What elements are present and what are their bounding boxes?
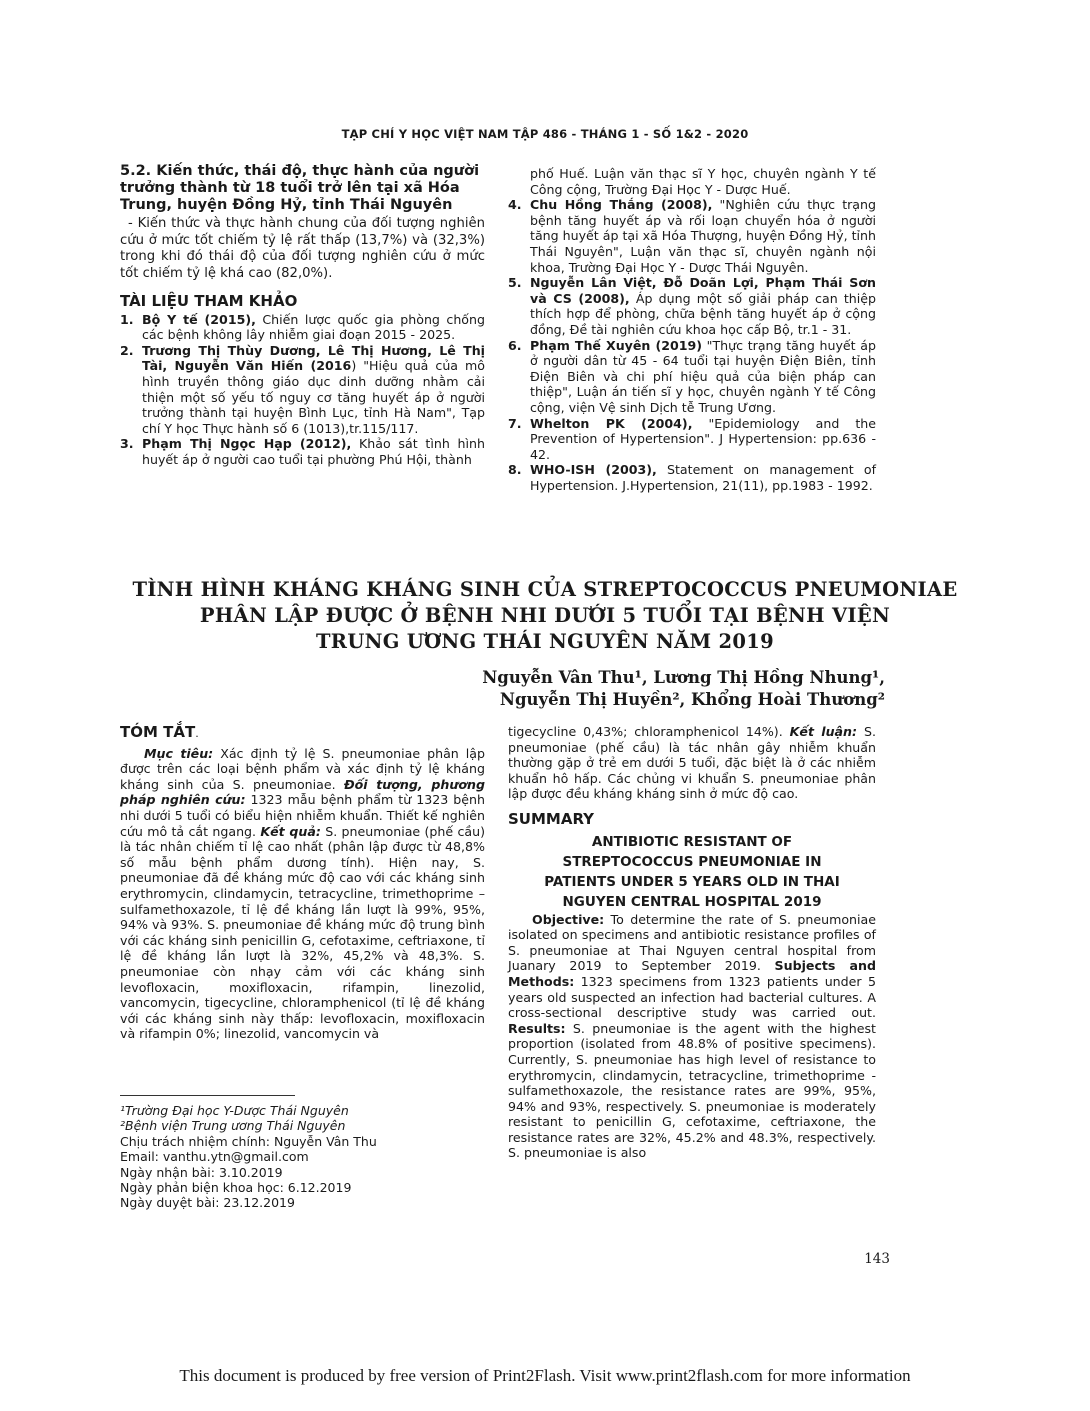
reference-item: [508, 197, 876, 275]
article-title-line: TÌNH HÌNH KHÁNG KHÁNG SINH CỦA STREPTOCOCCUS PNEUMONIAE: [132, 578, 958, 601]
running-header: TẠP CHÍ Y HỌC VIỆT NAM TẬP 486 - THÁNG 1 - SỐ 1&2 - 2020: [341, 127, 749, 141]
reference-item: [508, 338, 876, 416]
reference-item: [508, 275, 876, 337]
section-text: - Kiến thức và thực hành chung của đối tượng nghiên cứu ở mức tốt chiếm tỷ lệ rất thấp (13,7%) và (32,3%) trong khi đó thái độ của đối tượng nghiên cứu ở mức tốt chiếm tỷ lệ khá cao (82,0%).: [120, 216, 485, 281]
conclusion-label: Kết luận:: [789, 724, 858, 739]
summary-title-line: ANTIBIOTIC RESISTANT OF: [591, 833, 793, 850]
affiliation-2: ²Bệnh viện Trung ương Thái Nguyên: [120, 1118, 346, 1134]
footnote-divider: [120, 1095, 295, 1096]
summary-body: [508, 912, 876, 1162]
date-accepted: Ngày duyệt bài: 23.12.2019: [120, 1195, 295, 1211]
email: Email: vanthu.ytn@gmail.com: [120, 1149, 309, 1165]
summary-title-line: STREPTOCOCCUS PNEUMONIAE IN: [562, 853, 822, 870]
abstract-continuation: [508, 724, 876, 802]
reference-authors: Phạm Thị Ngọc Hạp (2012),: [142, 436, 352, 452]
reference-number: 4.: [508, 197, 522, 213]
reference-continuation: phố Huế. Luận văn thạc sĩ Y học, chuyên ngành Y tế Công cộng, Trường Đại Học Y - Dược Huế.: [530, 166, 876, 197]
reference-number: 1.: [120, 311, 134, 327]
objective-label: Mục tiêu:: [144, 745, 214, 761]
reference-text: Áp dụng một số giải pháp can thiệp thích hợp để phòng, chữa bệnh tăng huyết áp ở cộng đồng, Đề tài nghiên cứu khoa học cấp Bộ, tr.1 - 31.: [530, 290, 877, 337]
authors: [482, 667, 885, 711]
reference-text: "Nghiên cứu thực trạng bệnh tăng huyết áp và rối loạn chuyển hóa ở người tăng huyết áp tại xã Hóa Thượng, huyện Đồng Hỷ, tỉnh Thái Nguyên", Luận văn thạc sĩ, chuyên ngành nội khoa, Trường Đại Học Y - Dược Thái Nguyên.: [530, 197, 877, 275]
corresponding-author: Chịu trách nhiệm chính: Nguyễn Vân Thu: [120, 1133, 377, 1149]
summary-results-text: S. pneumoniae is the agent with the highest proportion (isolated from 48.8% of positive specimens). Currently, S. pneumoniae has high level of resistance to erythromycin, clindamycin, tetracycline, trimethoprime - sulfamethoxazole, the resistance rates are 99%, 95%, 94% and 93%, respectively. S. pneumoniae is moderately resistant to penicillin G, cefotaxime, ceftriaxone, the resistance rates are 32%, 45.2% and 48.3%, respectively. S. pneumoniae is also: [508, 1020, 876, 1161]
reference-authors: WHO-ISH (2003),: [530, 462, 657, 478]
reference-number: 3.: [120, 436, 134, 452]
summary-heading: SUMMARY: [508, 809, 595, 828]
summary-title-line: PATIENTS UNDER 5 YEARS OLD IN THAI: [544, 873, 840, 890]
reference-authors: Trương Thị Thùy Dương, Lê Thị Hương, Lê Thị Tài, Nguyễn Văn Hiến (2016: [142, 342, 485, 374]
reference-number: 8.: [508, 462, 522, 478]
reference-number: 6.: [508, 337, 522, 353]
summary-title: [508, 832, 876, 912]
section-title: 5.2. Kiến thức, thái độ, thực hành của người trưởng thành từ 18 tuổi trở lên tại xã Hóa Trung, huyện Đồng Hỷ, tỉnh Thái Nguyên: [120, 163, 480, 213]
objective-text: Xác định tỷ lệ S. pneumoniae phân lập được trên các loại bệnh phẩm và xác định tỷ lệ kháng kháng sinh của S. pneumoniae.: [120, 745, 485, 792]
reference-number: 2.: [120, 342, 134, 358]
reference-item: [120, 343, 485, 437]
reference-authors: Whelton PK (2004),: [530, 415, 693, 431]
article-title: [0, 577, 1090, 655]
methods-label: Đối tượng, phương pháp nghiên cứu:: [120, 776, 485, 808]
reference-authors: Bộ Y tế (2015),: [142, 311, 256, 327]
reference-text: Chiến lược quốc gia phòng chống các bệnh không lây nhiễm giai đoạn 2015 - 2025.: [142, 311, 485, 343]
article-title-line: TRUNG ƯƠNG THÁI NGUYÊN NĂM 2019: [316, 630, 774, 653]
reference-number: 7.: [508, 415, 522, 431]
reference-item: [120, 436, 485, 467]
reference-item: [508, 416, 876, 463]
reference-item: [508, 462, 876, 493]
abstract-vi: [120, 725, 485, 1042]
date-reviewed: Ngày phản biện khoa học: 6.12.2019: [120, 1180, 352, 1196]
article-title-line: PHÂN LẬP ĐƯỢC Ở BỆNH NHI DƯỚI 5 TUỔI TẠI BỆNH VIỆN: [199, 604, 891, 627]
authors-line: Nguyễn Thị Huyền², Khổng Hoài Thương²: [499, 690, 885, 709]
right-bottom-column: [508, 724, 876, 1161]
reference-number: 5.: [508, 275, 522, 291]
reference-authors: Phạm Thế Xuyên (2019): [530, 337, 703, 353]
reference-text: "Thực trạng tăng huyết áp ở người dân từ 45 - 64 tuổi tại huyện Điện Biên, tỉnh Điện Biên và chi phí hiệu quả của biện pháp can thiệp", Luận án tiến sĩ y học, chuyên ngành Y tế Công cộng, viện Vệ sinh Dịch tễ Trung Ương.: [530, 337, 876, 415]
abstract-continuation-text: tigecycline 0,43%; chloramphenicol 14%).: [508, 724, 783, 739]
reference-text: "Epidemiology and the Prevention of Hypertension". J Hypertension: pp.636 - 42.: [530, 415, 876, 462]
authors-line: Nguyễn Vân Thu¹, Lương Thị Hồng Nhung¹,: [482, 668, 885, 687]
right-top-column: [508, 166, 876, 493]
results-text: S. pneumoniae (phế cầu) là tác nhân chiếm tỉ lệ cao nhất (phân lập được từ 48,8% số mẫu bệnh phẩm dương tính). Hiện nay, S. pneumoniae đã đề kháng mức độ cao với các kháng sinh erythromycin, clindamycin, tetracycline, trimethoprime – sulfamethoxazole, tỉ lệ đề kháng lần lượt là 99%, 95%, 94% và 93%. S. pneumoniae đề kháng mức độ trung bình với các kháng sinh penicillin G, cefotaxime, ceftriaxone, tỉ lệ đề kháng lần lượt là 32%, 45,2% và 48,3%. S. pneumoniae còn nhạy cảm với các kháng sinh levofloxacin, moxifloxacin, rifampin, linezolid, vancomycin, tigecycline, chloramphenicol (tỉ lệ đề kháng với các kháng sinh này thấp: levofloxacin, moxifloxacin và rifampin 0%; linezolid, vancomycin và: [120, 823, 485, 1042]
summary-objective-label: Objective:: [532, 911, 605, 927]
reference-authors: Nguyễn Lân Việt, Đỗ Doãn Lợi, Phạm Thái Sơn và CS (2008),: [530, 275, 876, 306]
conclusion-text: S. pneumoniae (phế cầu) là tác nhân gây nhiễm khuẩn thường gặp ở trẻ em dưới 5 tuổi, đặc biệt là ở các nhiễm khuẩn hô hấp. Các chủng vi khuẩn S. pneumoniae phân lập được đều kháng kháng sinh ở mức độ cao.: [508, 724, 876, 802]
summary-methods-label: Subjects and Methods:: [508, 958, 876, 989]
print2flash-footer: This document is produced by free version of Print2Flash. Visit www.print2flash.com for more information: [179, 1366, 911, 1385]
left-top-column: [120, 163, 485, 468]
affiliation-1: ¹Trường Đại học Y-Dược Thái Nguyên: [120, 1103, 349, 1118]
page-number: 143: [864, 1251, 890, 1267]
reference-text: Statement on management of Hypertension. J.Hypertension, 21(11), pp.1983 - 1992.: [530, 462, 876, 493]
summary-methods-text: 1323 specimens from 1323 patients under 5 years old suspected an infection had bacterial cultures. A cross-sectional descriptive study was carried out.: [508, 973, 876, 1021]
abstract-body: [120, 746, 485, 1042]
date-received: Ngày nhận bài: 3.10.2019: [120, 1164, 283, 1180]
footnotes: [120, 1103, 485, 1211]
summary-objective-text: To determine the rate of S. pneumoniae isolated on specimens and antibiotic resistance profiles of S. pneumoniae at Thai Nguyen central hospital from Juanary 2019 to September 2019.: [508, 911, 876, 974]
abstract-heading: TÓM TẮT.: [120, 723, 199, 741]
methods-text: 1323 mẫu bệnh phẩm từ 1323 bệnh nhi dưới 5 tuổi có biểu hiện nhiễm khuẩn. Thiết kế nghiên cứu mô tả cắt ngang.: [120, 792, 485, 839]
reference-text: Khảo sát tình hình huyết áp ở người cao tuổi tại phường Phú Hội, thành: [142, 436, 485, 467]
summary-results-label: Results:: [508, 1020, 566, 1036]
results-label: Kết quả:: [260, 823, 321, 839]
reference-item: [120, 312, 485, 343]
references-heading: TÀI LIỆU THAM KHẢO: [120, 292, 298, 310]
summary-title-line: NGUYEN CENTRAL HOSPITAL 2019: [562, 893, 822, 910]
reference-authors: Chu Hồng Thắng (2008),: [530, 197, 713, 213]
reference-text: ) "Hiệu quả của mô hình truyền thông giáo dục dinh dưỡng nhằm cải thiện một số yếu tố nguy cơ tăng huyết áp ở người trưởng thành tại huyện Bình Lục, tỉnh Hà Nam", Tạp chí Y học Thực hành số 6 (1013),tr.115/117.: [142, 358, 485, 436]
